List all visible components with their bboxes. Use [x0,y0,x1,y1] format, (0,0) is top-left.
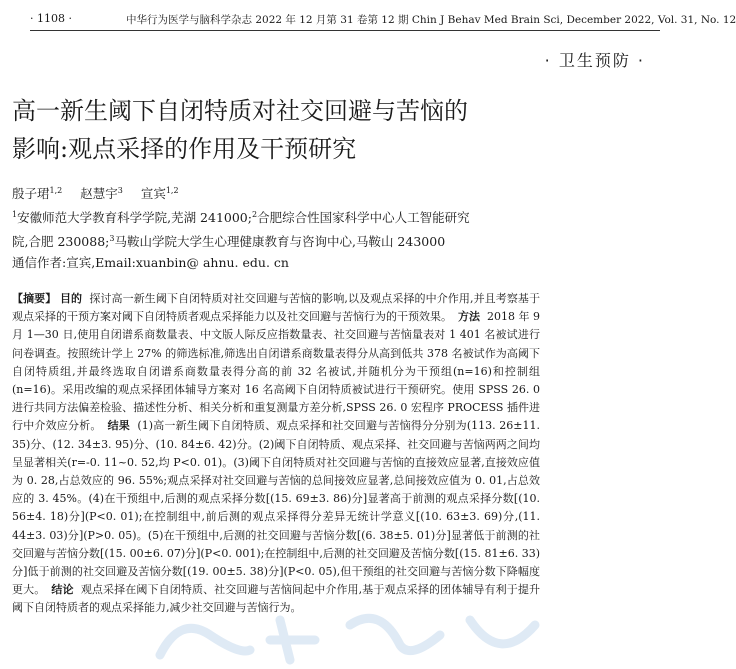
author-1: 殷子珺$^{1,2}$ [12,185,63,201]
page-number: · 1108 · [30,12,72,25]
running-header [30,12,736,28]
methods-label: 方法 [458,310,480,324]
title-line-2: 影响:观点采择的作用及干预研究 [12,135,357,163]
objective-text: 探讨高一新生阈下自闭特质对社交回避与苦恼的影响,以及观点采择的中介作用,并且考察基于观点采择的干预方案对阈下自闭特质者观点采择能力以及社交回避与苦恼行为的干预效果。 [12,292,541,324]
section-heading: · 卫生预防 · [544,51,645,70]
methods-text: 2018 年 9 月 1—30 日,使用自闭谱系商数量表、中文版人际反应指数量表、社交回避与苦恼量表对 1 401 名被试进行问卷调查。按照统计学上 27% 的筛选标准,筛选出自闭谱系商数量表得分从高到低共 378 名被试作为高阈下自闭特质组,并最终选取自闭谱系商数量表得分高的前 32 名被试,并随机分为干预组(n=16)和控制组(n=16)。采用改编的观点采择团体辅导方案对 16 名高阈下自闭特质被试进行干预研究。使用 SPSS 26. 0 进行共同方法偏差检验、描述性分析、相关分析和重复测量方差分析,SPSS 26. 0 宏程序 PROCESS 插件进行中介效应分析。 [12,310,540,433]
abstract-label: 【摘要】 [12,292,57,305]
conclusion-text: 观点采择在阈下自闭特质、社交回避与苦恼间起中介作用,基于观点采择的团体辅导有利于提升阈下自闭特质者的观点采择能力,减少社交回避与苦恼行为。 [12,583,541,615]
author-3: 宣宾$^{1,2}$ [140,185,179,201]
corresponding-author: 通信作者:宣宾,Email:xuanbin@ ahnu. edu. cn [12,255,289,271]
conclusion-label: 结论 [51,583,74,597]
objective-label: 目的 [59,292,83,305]
affiliation-line-1: $^1$安徽师范大学教育科学学院,芜湖 241000;$^2$合肥综合性国家科学中心人工智能研究 [12,210,470,226]
affiliations [12,204,572,273]
header-rule [30,30,660,31]
author-list [12,184,193,202]
results-label: 结果 [107,419,131,433]
title-line-1: 高一新生阈下自闭特质对社交回避与苦恼的 [12,97,468,125]
journal-citation: 中华行为医学与脑科学杂志 2022 年 12 月第 31 卷第 12 期 Chin J Behav Med Brain Sci, December 2022, Vol. 31, No. 12 [126,14,736,26]
affiliation-line-2: 院,合肥 230088;$^3$马鞍山学院大学生心理健康教育与咨询中心,马鞍山 243000 [12,234,446,250]
results-text: (1)高一新生阈下自闭特质、观点采择和社交回避与苦恼得分分别为(113. 26±11. 35)分、(12. 34±3. 95)分、(10. 84±6. 42)分。(2)阈下自闭特质、观点采择、社交回避与苦恼两两之间均呈显著相关(r=-0. 11~0. 52,均 P<0. 01)。(3)阈下自闭特质对社交回避与苦恼的直接效应显著,直接效应值为 0. 28,占总效应的 96. 55%;观点采择对社交回避与苦恼的总间接效应显著,总间接效应值为 0. 01,占总效应的 3. 45%。(4)在干预组中,后测的观点采择分数[(15. 69±3. 86)分]显著高于前测的观点采择分数[(10. 56±4. 18)分](P<0. 01);在控制组中,前后测的观点采择得分差异无统计学意义[(10. 63±3. 69)分,(11. 44±3. 03)分](P>0. 05)。(5)在干预组中,后测的社交回避与苦恼分数[(6. 38±5. 01)分]显著低于前测的社交回避与苦恼分数[(15. 00±6. 07)分](P<0. 001);在控制组中,后测的社交回避及苦恼分数[(15. 81±6. 33)分]低于前测的社交回避及苦恼分数[(19. 00±5. 38)分](P<0. 05),但干预组的社交回避与苦恼分数下降幅度更大。 [12,419,541,597]
abstract [12,290,540,618]
article-title [12,92,652,168]
author-2: 赵慧宇$^3$ [80,185,123,201]
